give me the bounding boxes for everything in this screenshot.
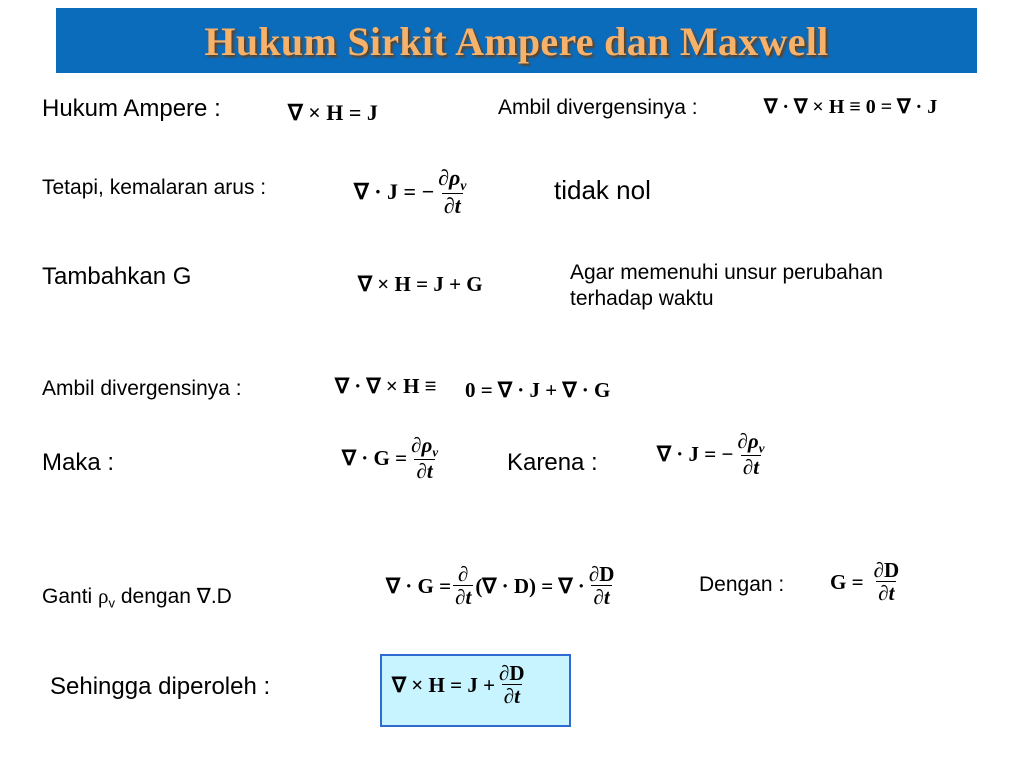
kemalaran-equation bbox=[354, 166, 470, 218]
karena-drho: ∂ρ bbox=[737, 429, 759, 453]
title-banner bbox=[56, 8, 977, 73]
divergence-equation-1: ∇ · ∇ × H ≡ 0 = ∇ · J bbox=[764, 96, 938, 118]
tambahkan-label: Tambahkan G bbox=[42, 263, 192, 290]
tidak-nol-text: tidak nol bbox=[554, 175, 651, 205]
agar-text-line-2: terhadap waktu bbox=[570, 287, 714, 310]
maka-dt: ∂t bbox=[416, 459, 433, 484]
rho-subscript: v bbox=[460, 177, 467, 193]
ganti-lhs: ∇ · G = bbox=[386, 573, 452, 598]
slide-title: Hukum Sirkit Ampere dan Maxwell bbox=[204, 19, 829, 64]
dengan-lhs: G = bbox=[830, 569, 864, 594]
ganti-dt: ∂t bbox=[455, 585, 472, 610]
tambahkan-equation: ∇ × H = J + G bbox=[358, 272, 483, 296]
karena-dt: ∂t bbox=[742, 455, 760, 480]
karena-rho-sub: v bbox=[758, 440, 765, 456]
divergence-equation-2-right: 0 = ∇ · J + ∇ · G bbox=[465, 378, 611, 402]
ganti-dD-dt-fraction bbox=[587, 563, 617, 609]
dengan-label: Dengan : bbox=[699, 573, 785, 596]
divergence-equation-2-left: ∇ · ∇ × H ≡ bbox=[335, 374, 437, 398]
karena-equation bbox=[657, 430, 768, 479]
drho-numerator: ∂ρ bbox=[438, 165, 461, 190]
ganti-equation bbox=[386, 563, 618, 609]
ganti-dt-2: ∂t bbox=[593, 585, 610, 610]
karena-label: Karena : bbox=[507, 449, 598, 476]
ganti-middle: (∇ · D) = ∇ · bbox=[475, 573, 585, 598]
kemalaran-label: Tetapi, kemalaran arus : bbox=[42, 176, 267, 199]
agar-text-line-1: Agar memenuhi unsur perubahan bbox=[570, 261, 883, 284]
ganti-rho-sub: v bbox=[108, 595, 116, 611]
maka-label: Maka : bbox=[42, 449, 115, 476]
final-fraction bbox=[497, 662, 527, 708]
kemalaran-lhs: ∇ · J = − bbox=[354, 179, 435, 205]
drho-dt-fraction bbox=[436, 166, 468, 218]
ganti-dD: ∂D bbox=[588, 562, 615, 586]
divergence-label-1: Ambil divergensinya : bbox=[498, 96, 698, 119]
dengan-fraction bbox=[872, 559, 902, 605]
maka-lhs: ∇ · G = bbox=[342, 446, 408, 471]
ganti-pre: Ganti bbox=[42, 585, 99, 608]
final-equation bbox=[392, 662, 529, 708]
maka-rho-sub: v bbox=[432, 444, 439, 460]
sehingga-label: Sehingga diperoleh : bbox=[50, 673, 271, 700]
ampere-equation: ∇ × H = J bbox=[288, 100, 378, 125]
maka-drho: ∂ρ bbox=[411, 433, 433, 457]
maka-equation bbox=[342, 434, 442, 483]
ganti-label bbox=[42, 584, 232, 611]
divergence-label-2: Ambil divergensinya : bbox=[42, 377, 242, 400]
maka-fraction bbox=[409, 434, 440, 483]
karena-lhs: ∇ · J = − bbox=[657, 442, 734, 467]
dengan-equation bbox=[830, 559, 903, 605]
dengan-dt: ∂t bbox=[878, 581, 895, 606]
final-dt: ∂t bbox=[503, 684, 520, 709]
ganti-d-dt-fraction bbox=[453, 563, 473, 609]
dt-denominator: ∂t bbox=[443, 193, 461, 219]
ganti-rho: ρ bbox=[98, 584, 109, 608]
ampere-label: Hukum Ampere : bbox=[42, 95, 221, 122]
ganti-partial: ∂ bbox=[458, 562, 469, 586]
final-dD: ∂D bbox=[499, 661, 525, 685]
ganti-mid: dengan ∇.D bbox=[115, 585, 232, 608]
karena-fraction bbox=[735, 430, 766, 479]
final-lhs: ∇ × H = J + bbox=[392, 672, 496, 697]
dengan-dD: ∂D bbox=[873, 558, 900, 582]
